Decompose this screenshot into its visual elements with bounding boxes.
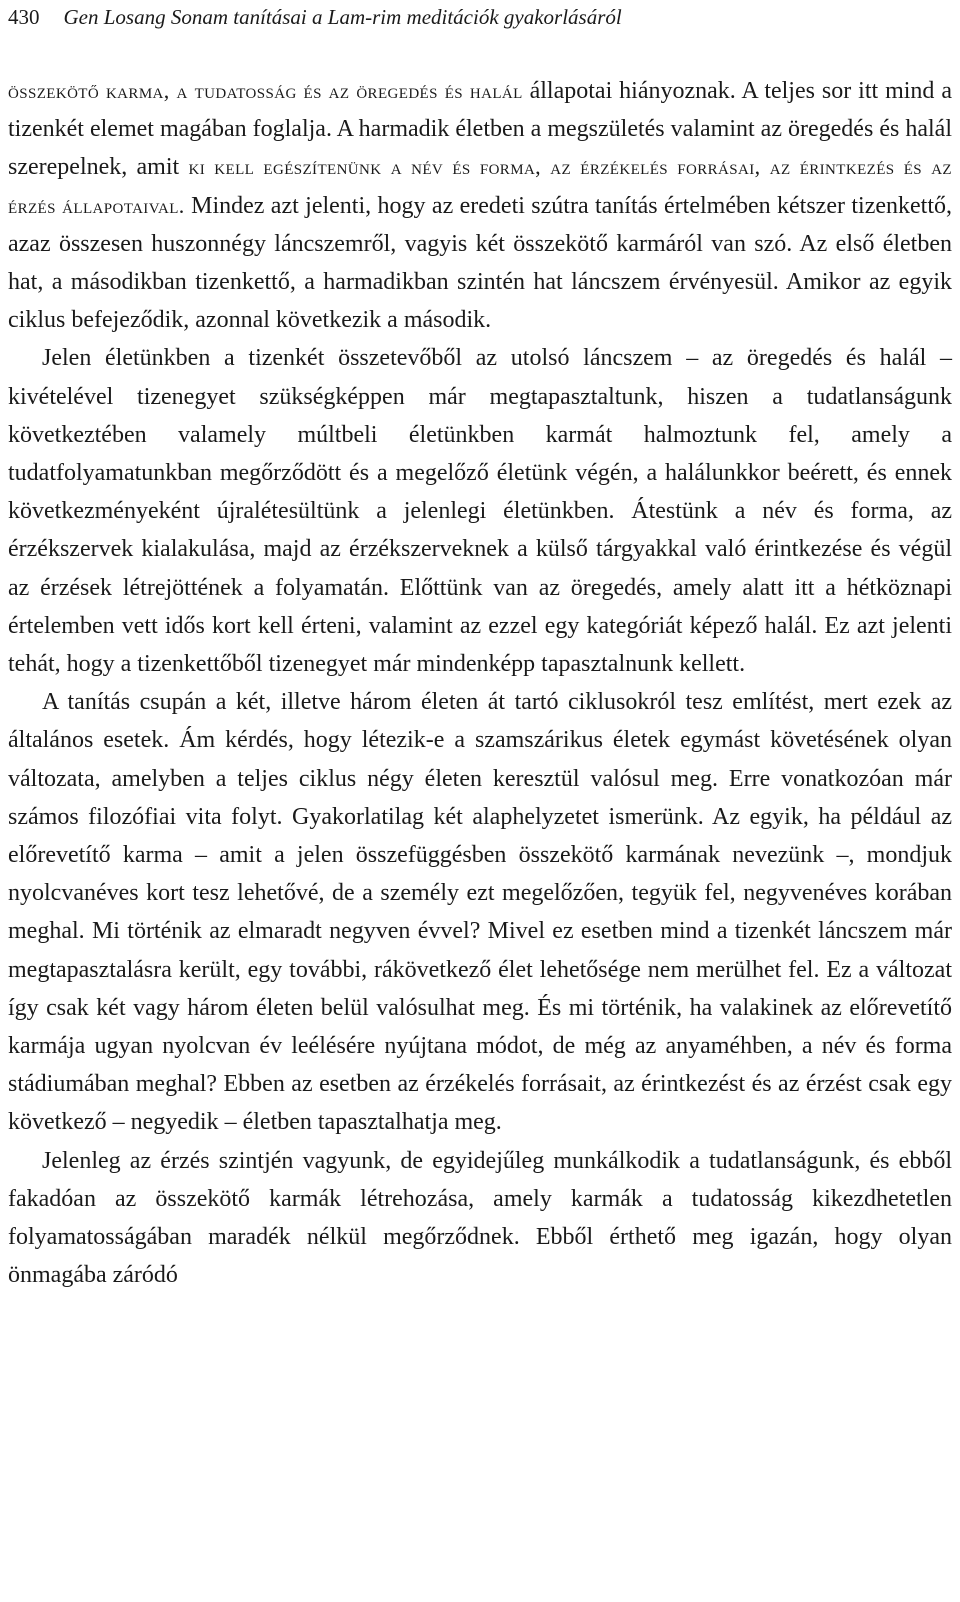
- text-span: állapotai hiányoznak. A teljes sor itt mind a tizenkét elemet magában foglalja. A harmadik életben a megszületés valamint az öregedés és halál szerepelnek, amit: [8, 78, 952, 181]
- text-span: Jelen életünkben a tizenkét összetevőből az utolsó láncszem – az öregedés és halál – kivételével tizenegyet szükségképpen már megtapasztaltunk, hiszen a tudatlanságunk következtében valamely múltbeli életünkben karmát halmoztunk fel, amely a tudatfolyamatunkban megőrződött és a megelőző életünk végén, a halálunkkor beérett, és ennek következményeként újralétesültünk a jelenlegi életünkben. Átestünk a név és forma, az érzékszervek kialakulása, majd az érzékszerveknek a külső tárgyakkal való érintkezése és végül az érzések létrejöttének a folyamatán. Előttünk van az öregedés, amely alatt itt a hétköznapi értelemben vett idős kort kell érteni, valamint az ezzel egy kategóriát képező halál. Ez azt jelenti tehát, hogy a tizenkettőből tizenegyet már mindenképp tapasztalnunk kellett.: [8, 345, 952, 678]
- book-page: [8, 0, 952, 1602]
- page-number: 430: [8, 5, 40, 29]
- paragraph-4: [8, 1142, 952, 1295]
- paragraph-1: [8, 72, 952, 339]
- paragraph-2: [8, 339, 952, 683]
- small-caps-span: ki kell egészítenünk a név és forma, az érzékelés forrásai, az érintkezés és az érzés állapotaival.: [8, 154, 952, 218]
- body-text: [8, 72, 952, 1295]
- text-span: Mindez azt jelenti, hogy az eredeti szútra tanítás értelmében kétszer tizenkettő, azaz összesen huszonnégy láncszemről, vagyis két összekötő karmáról van szó. Az első életben hat, a másodikban tizenkettő, a harmadikban szintén hat láncszem érvényesül. Amikor az egyik ciklus befejeződik, azonnal következik a második.: [8, 192, 952, 334]
- text-span: Jelenleg az érzés szintjén vagyunk, de egyidejűleg munkálkodik a tudatlanságunk, és ebből fakadóan az összekötő karmák létrehozása, amely karmák a tudatosság kikezdhetetlen folyamatosságában maradék nélkül megőrződnek. Ebből érthető meg igazán, hogy olyan önmagába záródó: [8, 1147, 952, 1289]
- small-caps-span: összekötő karma, a tudatosság és az öregedés és halál: [8, 78, 523, 103]
- book-title: Gen Losang Sonam tanításai a Lam-rim meditációk gyakorlásáról: [63, 5, 622, 29]
- paragraph-3: [8, 683, 952, 1141]
- running-head: [8, 2, 622, 32]
- text-span: A tanítás csupán a két, illetve három életen át tartó ciklusokról tesz említést, mert ezek az általános esetek. Ám kérdés, hogy létezik-e a szamszárikus életek egymást követésének olyan változata, amelyben a teljes ciklus négy életen keresztül valósul meg. Erre vonatkozóan már számos filozófiai vita folyt. Gyakorlatilag két alaphelyzetet ismerünk. Az egyik, ha például az előrevetítő karma – amit a jelen összefüggésben összekötő karmának nevezünk –, mondjuk nyolcvanéves kort tesz lehetővé, de a személy ezt megelőzően, tegyük fel, negyvenéves korában meghal. Mi történik az elmaradt negyven évvel? Mivel ez esetben mind a tizenkét láncszem már megtapasztalásra került, egy további, rákövetkező élet lehetősége nem merülhet fel. Ez a változat így csak két vagy három életen belül valósulhat meg. És mi történik, ha valakinek az előrevetítő karmája ugyan nyolcvan év leélésére nyújtana módot, de még az anyaméhben, a név és forma stádiumában meghal? Ebben az esetben az érzékelés forrásait, az érintkezést és az érzést csak egy következő – negyedik – életben tapasztalhatja meg.: [8, 689, 952, 1136]
